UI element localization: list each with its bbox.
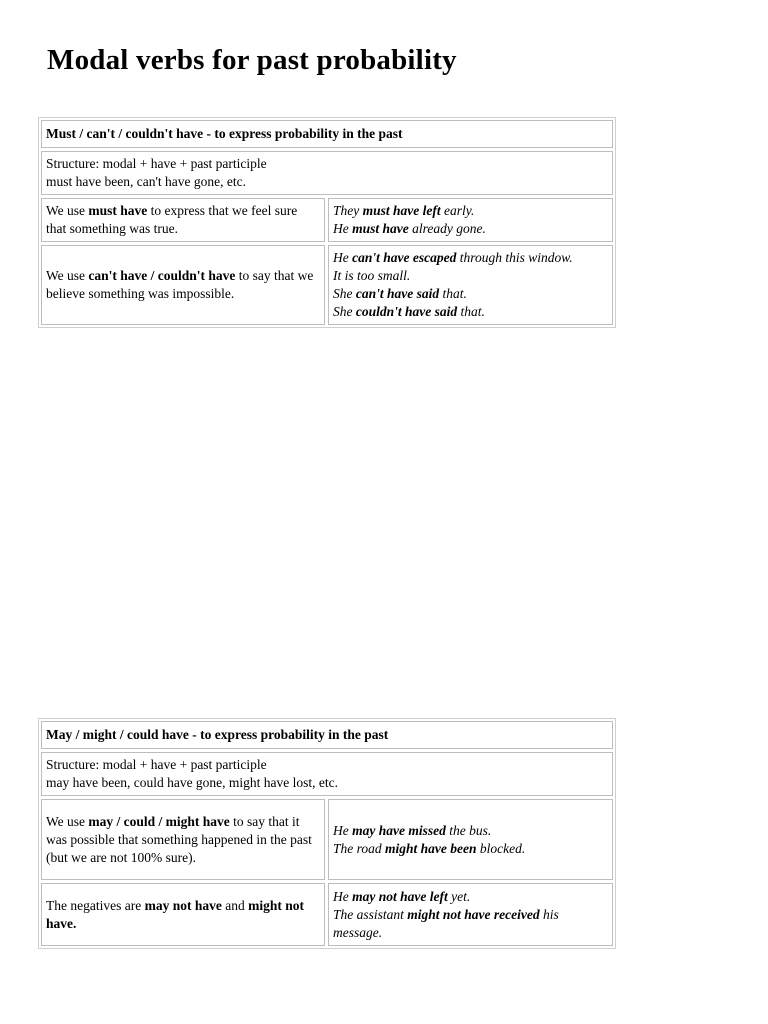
examples-cell xyxy=(328,198,613,242)
examples-cell xyxy=(328,799,613,880)
explanation-cell xyxy=(41,198,325,242)
table-row xyxy=(41,198,613,242)
explanation-cell xyxy=(41,883,325,946)
example-line: The road might have been blocked. xyxy=(333,840,526,856)
explanation-text: We use can't have / couldn't have to say that we believe something was impossible. xyxy=(46,268,314,301)
examples-text xyxy=(333,822,525,858)
table-header: May / might / could have - to express probability in the past xyxy=(41,721,613,749)
must-cant-table xyxy=(38,117,616,328)
example-line: He may have missed the bus. xyxy=(333,822,492,838)
explanation-cell xyxy=(41,245,325,325)
explanation-text: We use may / could / might have to say that it was possible that something happened in the past (but we are not 100% sure). xyxy=(46,813,312,865)
examples-text xyxy=(333,202,486,238)
example-line: He may not have left yet. xyxy=(333,888,471,904)
examples-cell xyxy=(328,245,613,325)
structure-text: Structure: modal + have + past participle xyxy=(46,156,267,171)
example-line: She couldn't have said that. xyxy=(333,304,485,319)
structure-text: Structure: modal + have + past participle xyxy=(46,757,267,772)
table-row xyxy=(41,245,613,325)
table-row xyxy=(41,799,613,880)
table-header: Must / can't / couldn't have - to express probability in the past xyxy=(41,120,613,148)
page-title: Modal verbs for past probability xyxy=(47,44,457,76)
example-line: He must have already gone. xyxy=(333,221,486,236)
examples-cell xyxy=(328,883,613,946)
example-line: She can't have said that. xyxy=(333,286,467,301)
may-might-table xyxy=(38,718,616,949)
table-row xyxy=(41,883,613,946)
examples-text xyxy=(333,249,573,321)
explanation-text: The negatives are may not have and might not have. xyxy=(46,897,304,931)
structure-cell xyxy=(41,752,613,796)
explanation-text: We use must have to express that we feel sure that something was true. xyxy=(46,203,298,236)
structure-examples: must have been, can't have gone, etc. xyxy=(46,174,246,189)
example-line: It is too small. xyxy=(333,268,411,283)
structure-cell xyxy=(41,151,613,195)
example-line: He can't have escaped through this window. xyxy=(333,250,573,265)
examples-text xyxy=(333,888,608,942)
explanation-cell xyxy=(41,799,325,880)
structure-examples: may have been, could have gone, might have lost, etc. xyxy=(46,775,339,790)
example-line: The assistant might not have received his message. xyxy=(333,906,559,940)
example-line: They must have left early. xyxy=(333,203,475,218)
